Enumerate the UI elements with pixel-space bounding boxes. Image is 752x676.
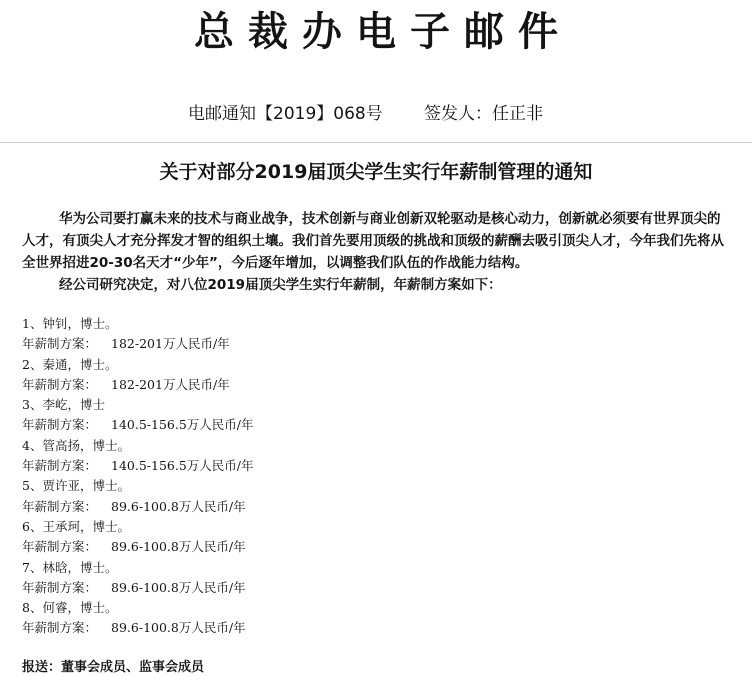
candidate-salary xyxy=(22,415,462,435)
candidate-salary xyxy=(22,537,462,557)
page-title: 总裁办电子邮件 xyxy=(194,9,572,55)
candidate-salary xyxy=(22,456,462,476)
salary-value: 140.5-156.5万人民币/年 xyxy=(111,458,254,474)
candidate-name: 7、林晗，博士。 xyxy=(22,559,118,575)
salary-value: 140.5-156.5万人民币/年 xyxy=(111,417,254,433)
candidate-name: 2、秦通，博士。 xyxy=(22,356,118,372)
list-item xyxy=(22,314,462,355)
salary-label: 年薪制方案： xyxy=(22,336,98,352)
intro-paragraph: 华为公司要打赢未来的技术与商业战争，技术创新与商业创新双轮驱动是核心动力，创新就必须要有世界顶尖的人才，有顶尖人才充分挥发才智的组织土壤。我们首先要用顶级的挑战和顶级的薪酬去吸引顶尖人才，今年我们先将从全世界招进20-30名天才“少年”，今后逐年增加，以调整我们队伍的作战能力结构。 xyxy=(22,211,724,271)
ref-number: 电邮通知【2019】068号 xyxy=(188,104,383,124)
candidate-name: 1、钟钊，博士。 xyxy=(22,316,118,331)
candidate-name: 4、管高扬，博士。 xyxy=(22,437,130,453)
candidate-name: 5、贾许亚，博士。 xyxy=(22,478,130,494)
candidate-salary xyxy=(22,375,462,395)
list-item xyxy=(22,517,462,558)
salary-label: 年薪制方案： xyxy=(22,579,98,595)
list-item xyxy=(22,355,462,396)
candidate-list xyxy=(22,314,462,639)
salary-value: 89.6-100.8万人民币/年 xyxy=(111,498,246,514)
list-item xyxy=(22,598,462,639)
salary-label: 年薪制方案： xyxy=(22,458,98,474)
candidate-salary xyxy=(22,578,462,598)
candidate-salary xyxy=(22,497,462,517)
salary-label: 年薪制方案： xyxy=(22,376,98,392)
salary-label: 年薪制方案： xyxy=(22,539,98,555)
list-item xyxy=(22,558,462,599)
candidate-name: 6、王承珂，博士。 xyxy=(22,518,130,534)
notice-title: 关于对部分2019届顶尖学生实行年薪制管理的通知 xyxy=(159,161,593,183)
distribution-line: 报送：董事会成员、监事会成员 xyxy=(22,660,205,675)
decision-paragraph: 经公司研究决定，对八位2019届顶尖学生实行年薪制，年薪制方案如下： xyxy=(59,277,502,293)
signer: 签发人：任正非 xyxy=(424,104,543,124)
candidate-salary xyxy=(22,334,462,354)
salary-value: 89.6-100.8万人民币/年 xyxy=(111,539,246,555)
candidate-name: 8、何睿，博士。 xyxy=(22,600,118,616)
salary-value: 182-201万人民币/年 xyxy=(111,336,230,352)
salary-value: 89.6-100.8万人民币/年 xyxy=(111,620,246,636)
salary-label: 年薪制方案： xyxy=(22,417,98,433)
list-item xyxy=(22,395,462,436)
divider xyxy=(0,142,752,143)
salary-value: 182-201万人民币/年 xyxy=(111,376,230,392)
reference-line xyxy=(0,100,752,128)
salary-label: 年薪制方案： xyxy=(22,498,98,514)
candidate-name: 3、李屹，博士 xyxy=(22,397,105,413)
salary-label: 年薪制方案： xyxy=(22,620,98,636)
list-item xyxy=(22,436,462,477)
list-item xyxy=(22,476,462,517)
salary-value: 89.6-100.8万人民币/年 xyxy=(111,579,246,595)
candidate-salary xyxy=(22,618,462,638)
